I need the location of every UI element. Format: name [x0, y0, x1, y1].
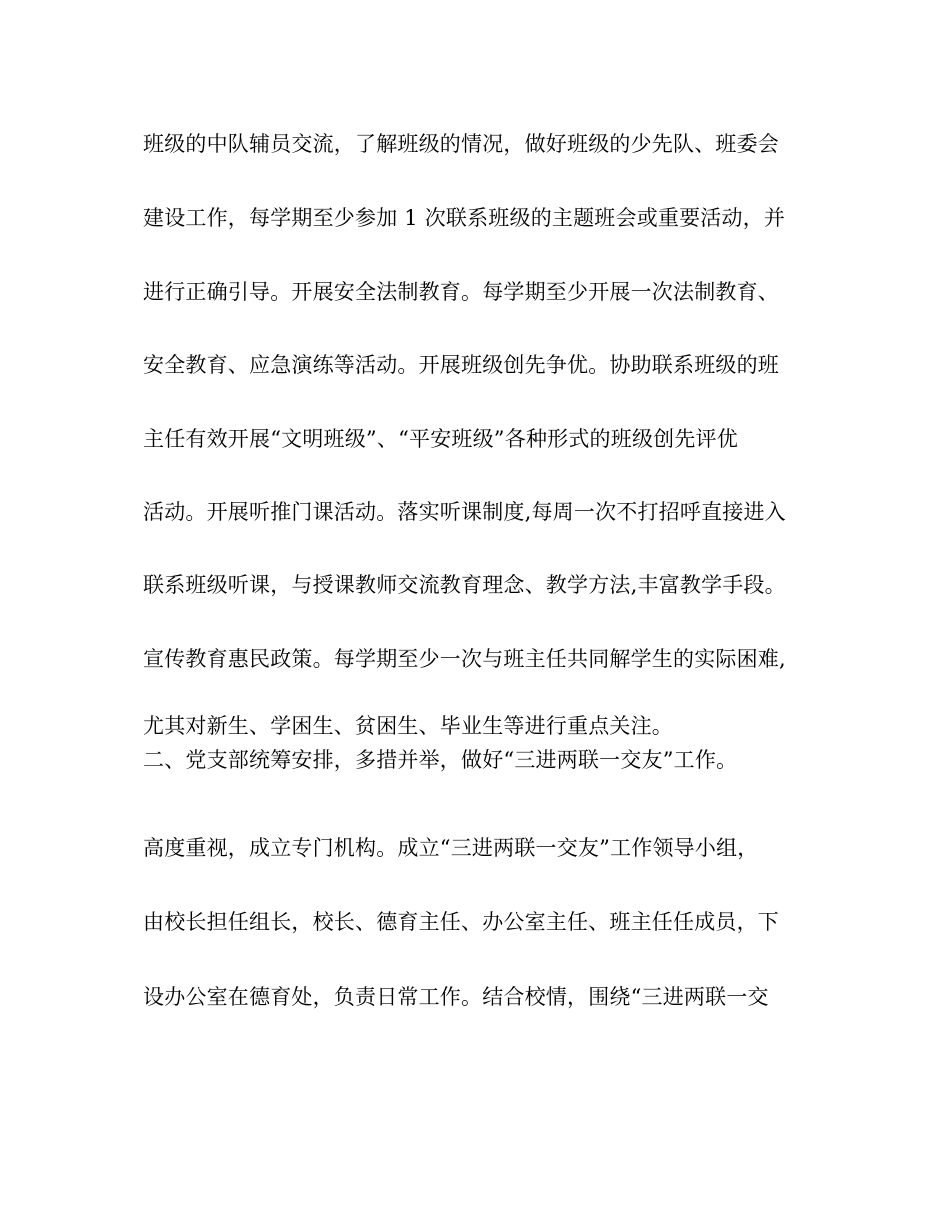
text-line: 主任有效开展“文明班级”、“平安班级”各种形式的班级创先评优 [143, 427, 738, 451]
text-line: 班级的中队辅员交流，了解班级的情况，做好班级的少先队、班委会 [143, 132, 779, 156]
text-line: 安全教育、应急演练等活动。开展班级创先争优。协助联系班级的班 [143, 353, 779, 377]
text-line: 尤其对新生、学困生、贫困生、毕业生等进行重点关注。 [143, 714, 673, 738]
text-line: 设办公室在德育处，负责日常工作。结合校情，围绕“三进两联一交 [143, 985, 769, 1009]
text-line: 高度重视，成立专门机构。成立“三进两联一交友”工作领导小组， [143, 836, 759, 860]
text-line: 活动。开展听推门课活动。落实听课制度,每周一次不打招呼直接进入 [143, 500, 786, 524]
text-line: 建设工作，每学期至少参加 1 次联系班级的主题班会或重要活动，并 [143, 206, 786, 230]
text-line: 进行正确引导。开展安全法制教育。每学期至少开展一次法制教育、 [143, 280, 779, 304]
text-line: 宣传教育惠民政策。每学期至少一次与班主任共同解学生的实际困难, [143, 647, 786, 671]
text-line: 由校长担任组长，校长、德育主任、办公室主任、班主任任成员，下 [143, 910, 779, 934]
text-line: 联系班级听课，与授课教师交流教育理念、教学方法,丰富教学手段。 [143, 573, 786, 597]
section-heading: 二、党支部统筹安排，多措并举，做好“三进两联一交友”工作。 [143, 748, 738, 772]
